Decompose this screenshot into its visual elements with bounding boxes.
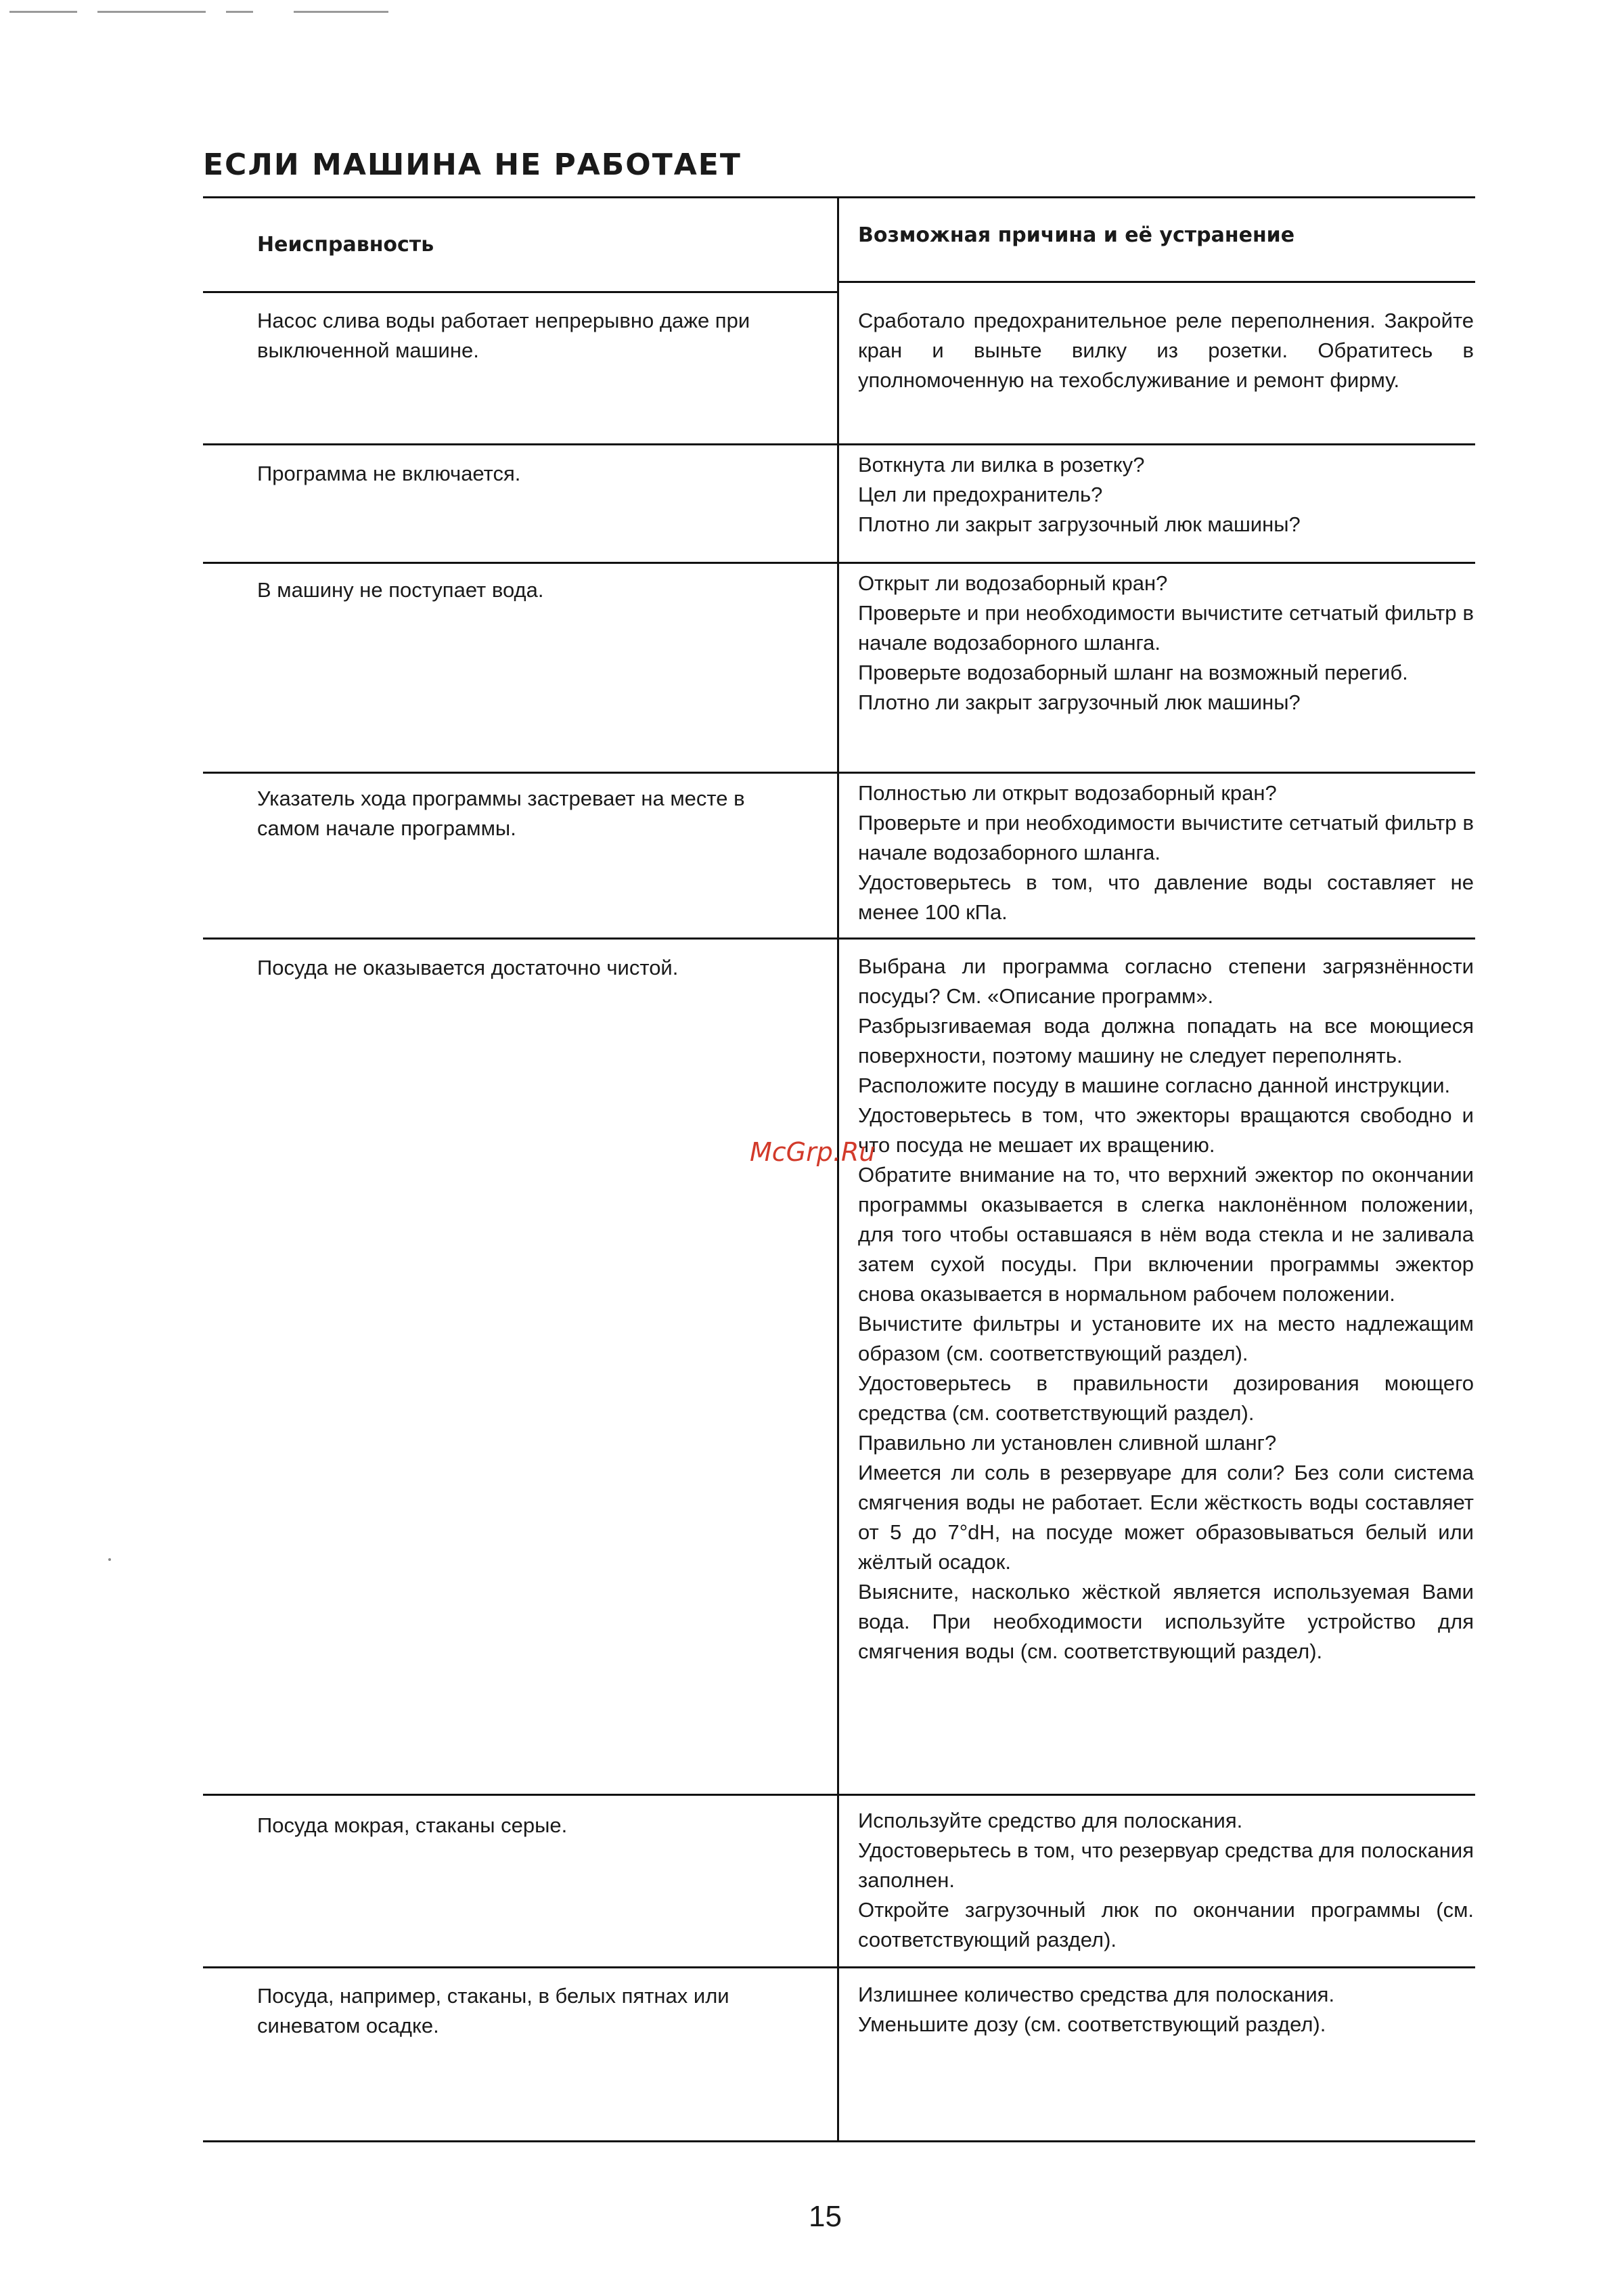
- table-row-remedy: Открыт ли водозаборный кран? Проверьте и при необходимости вычистите сетчатый фильтр в начале водозаборного шланга. Проверьте водозаборный шланг на возможный перегиб. Плотно ли закрыт загрузочный люк машины?: [858, 571, 1474, 714]
- table-row-remedy: Полностью ли открыт водозаборный кран? Проверьте и при необходимости вычистите сетчатый фильтр в начале водозаборного шланга. Удостоверьтесь в том, что давление воды составляет не менее 100 кПа.: [858, 781, 1474, 924]
- table-row-remedy: Воткнута ли вилка в розетку? Цел ли предохранитель? Плотно ли закрыт загрузочный люк машины?: [858, 453, 1301, 536]
- scan-speck: [108, 1558, 111, 1561]
- header-fault: Неисправность: [257, 233, 434, 257]
- table-row-remedy: Используйте средство для полоскания. Удостоверьтесь в том, что резервуар средства для полоскания заполнен. Откройте загрузочный люк по окончании программы (см. соответствующий раздел).: [858, 1809, 1474, 1951]
- table-row-remedy: Выбрана ли программа согласно степени загрязнённости посуды? См. «Описание программ». Разбрызгиваемая вода должна попадать на все моющиеся поверхности, поэтому машину не следует переполнять. Расположите посуду в машине согласно данной инструкции. Удостоверьтесь в том, что эжекторы вращаются свободно и что посуда не мешает их вращению. Обратите внимание на то, что верхний эжектор по окончании программы оказывается в слегка наклонённом положении, для того чтобы оставшаяся в нём вода стекла и не заливала затем сухой посуды. При включении программы эжектор снова оказывается в нормальном рабочем положении. Вычистите фильтры и установите их на место надлежащим образом (см. соответствующий раздел). Удостоверьтесь в правильности дозирования моющего средства (см. соответствующий раздел). Правильно ли установлен сливной шланг? Имеется ли соль в резервуаре для соли? Без соли система смягчения воды не работает. Если жёсткость воды составляет от 5 до 7°dH, на посуде может образовываться белый или жёлтый осадок. Выясните, насколько жёсткой является используемая Вами вода. При необходимости используйте устройство для смягчения воды (см. соответствующий раздел).: [858, 954, 1474, 1663]
- scan-artifact: [9, 11, 388, 14]
- table-row-remedy: Сработало предохранительное реле переполнения. Закройте кран и выньте вилку из розетки. Обратитесь в уполномоченную на техобслуживание и ремонт фирму.: [858, 309, 1474, 392]
- table-row-fault: Программа не включается.: [257, 462, 521, 485]
- table-row-fault: Посуда не оказывается достаточно чистой.: [257, 956, 679, 979]
- page-number: 15: [809, 2200, 842, 2233]
- page-title: ЕСЛИ МАШИНА НЕ РАБОТАЕТ: [203, 148, 742, 182]
- table-row-fault: Насос слива воды работает непрерывно даже при выключенной машине.: [257, 309, 750, 362]
- table-row-fault: Посуда мокрая, стаканы серые.: [257, 1813, 568, 1837]
- table-row-fault: В машину не поступает вода.: [257, 578, 544, 602]
- header-cause: Возможная причина и её устранение: [858, 223, 1295, 247]
- watermark: McGrp.Ru: [750, 1137, 876, 1167]
- table-row-fault: Посуда, например, стаканы, в белых пятнах или синеватом осадке.: [257, 1984, 729, 2037]
- table-row-remedy: Излишнее количество средства для полоскания. Уменьшите дозу (см. соответствующий раздел).: [858, 1983, 1335, 2036]
- table-row-fault: Указатель хода программы застревает на месте в самом начале программы.: [257, 787, 745, 840]
